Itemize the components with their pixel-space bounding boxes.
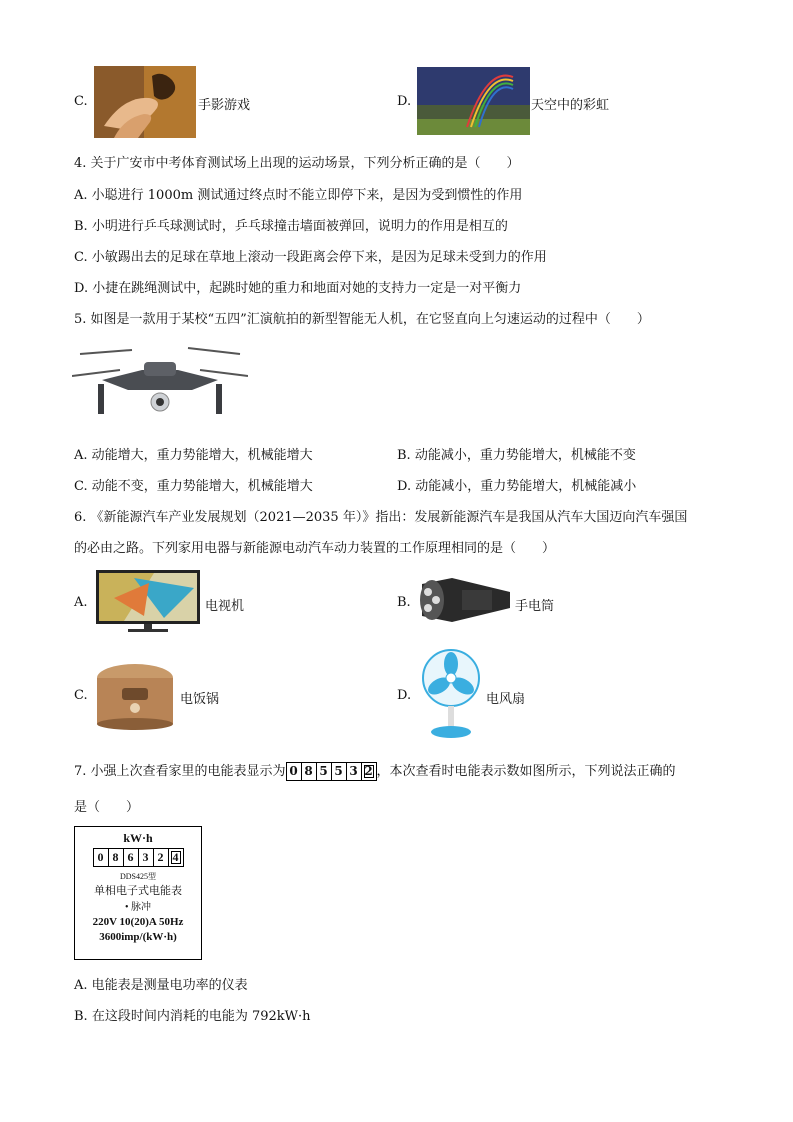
q4-option-b: B. 小明进行乒乓球测试时，乒乓球撞击墙面被弹回，说明力的作用是相互的 [74,219,508,234]
q3-option-d-letter: D. [397,94,412,109]
q5-option-c: C. 动能不变，重力势能增大，机械能增大 [74,479,313,494]
q3-option-c-letter: C. [74,94,88,109]
reading-digit: 8 [109,849,124,866]
q6-option-c-text: 电饭锅 [180,692,220,707]
q7-option-b: B. 在这段时间内消耗的电能为 792kW·h [74,1009,311,1024]
meter-name: 单相电子式电能表 [94,885,182,897]
flashlight-image [418,574,512,628]
tv-image [94,568,202,634]
previous-meter-reading [286,762,377,781]
reading-decimal-digit: 2 [362,763,376,780]
reading-digit: 0 [94,849,109,866]
meter-rating: 220V 10(20)A 50Hz [92,916,184,928]
q6-stem-line1: 6. 《新能源汽车产业发展规划（2021—2035 年）》指出：发展新能源汽车是我国从汽车大国迈向汽车强国 [74,510,688,525]
meter-model: DDS425型 [119,872,156,881]
q4-option-c: C. 小敏踢出去的足球在草地上滚动一段距离会停下来，是因为足球未受到力的作用 [74,250,547,265]
q3-option-d-text: 天空中的彩虹 [531,98,610,113]
q6-option-a-text: 电视机 [205,599,245,614]
q6-option-b-letter: B. [397,595,411,610]
q6-option-c-letter: C. [74,688,88,703]
meter-unit: kW·h [123,831,153,845]
reading-digit: 5 [332,763,347,780]
q7-stem-before: 7. 小强上次查看家里的电能表显示为 [74,764,286,779]
reading-digit: 6 [124,849,139,866]
q6-option-b-text: 手电筒 [515,599,555,614]
q5-option-a: A. 动能增大，重力势能增大，机械能增大 [74,448,313,463]
q7-option-a: A. 电能表是测量电功率的仪表 [74,978,248,993]
reading-decimal-digit: 4 [169,849,183,866]
q4-stem: 4. 关于广安市中考体育测试场上出现的运动场景，下列分析正确的是（ ） [74,156,520,171]
reading-digit: 5 [317,763,332,780]
meter-constant: 3600imp/(kW·h) [99,931,177,943]
q6-option-d-letter: D. [397,688,412,703]
q5-option-d: D. 动能减小，重力势能增大，机械能减小 [397,479,637,494]
q7-stem-line2: 是（ ） [74,800,140,815]
q6-option-a-letter: A. [74,595,88,610]
rainbow-photo [417,67,530,135]
q4-option-d: D. 小捷在跳绳测试中，起跳时她的重力和地面对她的支持力一定是一对平衡力 [74,281,522,296]
reading-digit: 3 [139,849,154,866]
q5-option-b: B. 动能减小，重力势能增大，机械能不变 [397,448,636,463]
q6-stem-line2: 的必由之路。下列家用电器与新能源电动汽车动力装置的工作原理相同的是（ ） [74,541,556,556]
meter-pulse: • 脉冲 [124,902,151,913]
electric-fan-image [420,648,482,740]
q5-stem: 5. 如图是一款用于某校“五四”汇演航拍的新型智能无人机，在它竖直向上匀速运动的过程中（ ） [74,312,650,327]
drone-photo [72,340,248,424]
reading-digit: 8 [302,763,317,780]
q6-option-d-text: 电风扇 [486,692,526,707]
q7-stem-line1 [74,760,676,781]
rice-cooker-image [92,660,178,732]
reading-digit: 0 [287,763,302,780]
q4-option-a: A. 小聪进行 1000m 测试通过终点时不能立即停下来，是因为受到惯性的作用 [74,188,523,203]
q7-stem-after: ，本次查看时电能表示数如图所示，下列说法正确的 [376,764,676,779]
electric-meter-figure [74,826,202,960]
hand-shadow-photo [94,66,196,138]
reading-digit: 2 [154,849,169,866]
reading-digit: 3 [347,763,362,780]
q3-option-c-text: 手影游戏 [198,98,251,113]
current-meter-reading [93,848,184,867]
